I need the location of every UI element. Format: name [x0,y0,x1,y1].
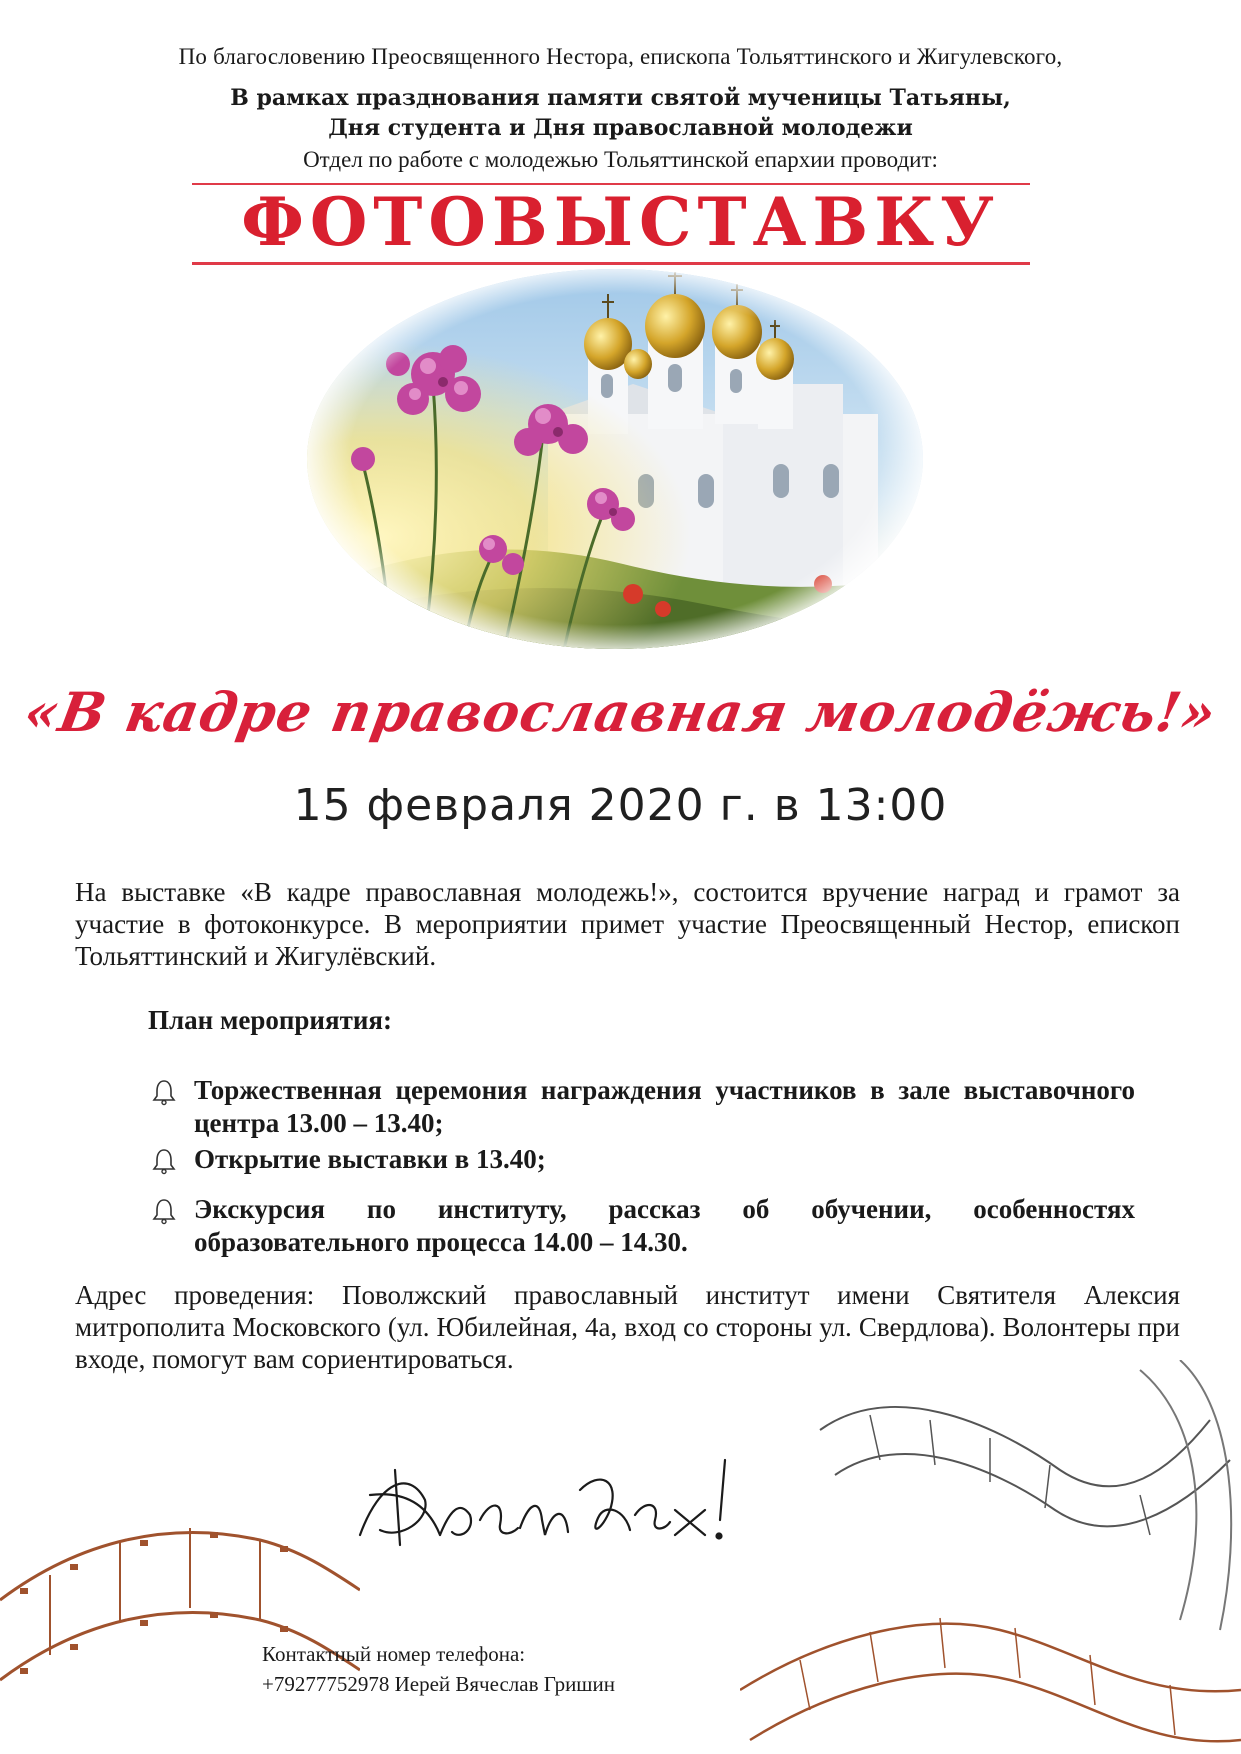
plan-item [150,1074,1135,1140]
film-strip-right [740,1360,1241,1754]
occasion-line-1: В рамках празднования памяти святой мученицы Татьяны, [230,85,1011,111]
page-title: ФОТОВЫСТАВКУ [241,183,1000,261]
event-datetime: 15 февраля 2020 г. в 13:00 [293,780,948,831]
event-slogan: «В кадре православная молодёжь!» [19,680,1222,744]
bell-icon [150,1143,194,1183]
signature-handwriting [340,1440,760,1570]
plan-item [150,1143,1135,1183]
plan-item-text: Торжественная церемония награждения участников в зале выставочного центра 13.00 – 13.40; [194,1075,1135,1138]
department-line: Отдел по работе с молодежью Тольяттинской епархии проводит: [303,147,938,172]
plan-item-text: Открытие выставки в 13.40; [194,1144,546,1174]
occasion-line-2: Дня студента и Дня православной молодежи [328,115,913,141]
plan-item [150,1193,1135,1259]
blessing-line: По благословению Преосвященного Нестора, епископа Тольяттинского и Жигулевского, [178,44,1063,69]
bell-icon [150,1193,194,1259]
film-strip-left [0,1480,360,1754]
church-photo [303,264,928,654]
address-paragraph: Адрес проведения: Поволжский православный институт имени Святителя Алексия митрополита Московского (ул. Юбилейная, 4а, вход со стороны ул. Свердлова). Волонтеры при входе, помогут вам сориентироваться. [75,1280,1180,1374]
plan-title: План мероприятия: [148,1005,393,1035]
contact-label: Контактный номер телефона: [262,1642,526,1666]
intro-paragraph: На выставке «В кадре православная молодежь!», состоится вручение наград и грамот за участие в фотоконкурсе. В мероприятии примет участие Преосвященный Нестор, епископ Тольяттинский и Жигулёвский. [75,877,1180,971]
bell-icon [150,1074,194,1140]
contact-phone: +79277752978 Иерей Вячеслав Гришин [262,1672,615,1696]
plan-item-text: Экскурсия по институту, рассказ об обучении, особенностях образовательного процесса 14.00 – 14.30. [194,1194,1135,1257]
